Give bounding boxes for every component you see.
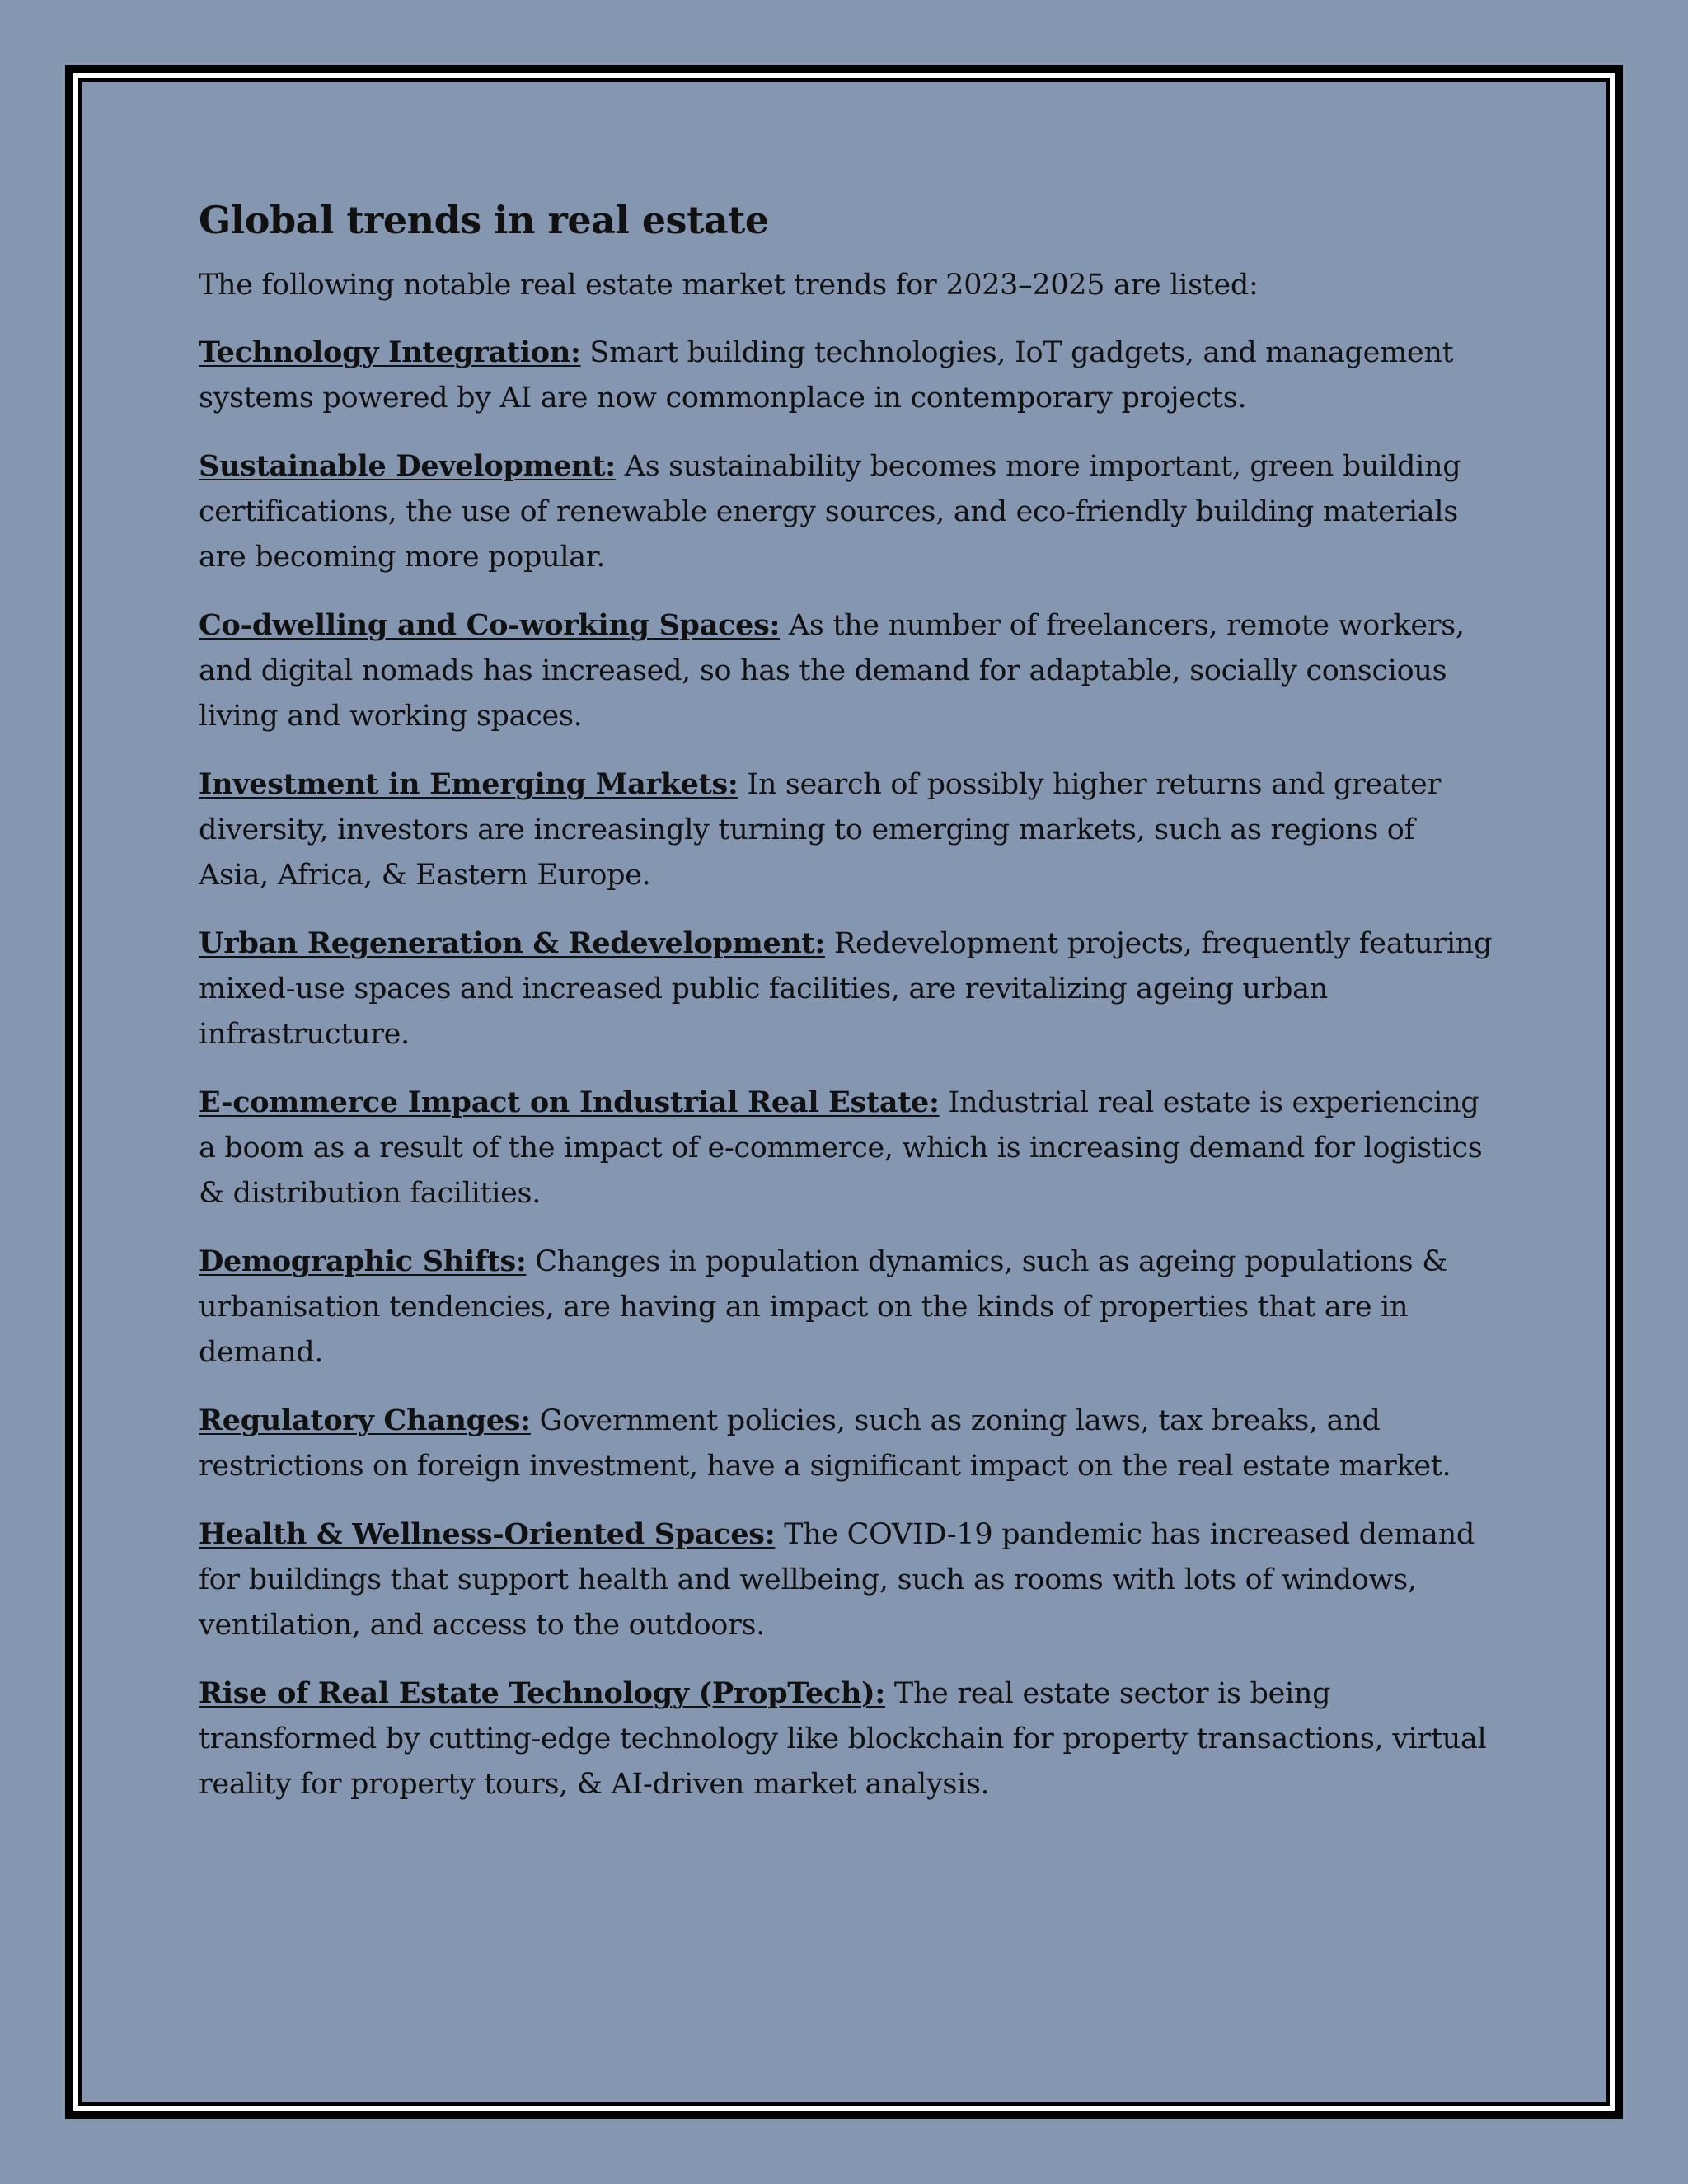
trend-heading: Urban Regeneration & Redevelopment: [199,926,826,961]
trend-text: Government policies, such as zoning laws, tax breaks, and restrictions on foreign investment, have a significant impact on the real estate market. [199,1404,1451,1483]
trend-item [199,1398,1493,1489]
trend-text: In search of possibly higher returns and greater diversity, investors are increasingly turning to emerging markets, such as regions of Asia, Africa, & Eastern Europe. [199,768,1442,893]
trend-text: As sustainability becomes more important, green building certifications, the use of renewable energy sources, and eco-friendly building materials are becoming more popular. [199,450,1461,574]
trend-item [199,1080,1493,1216]
trend-heading: E-commerce Impact on Industrial Real Estate: [199,1085,940,1120]
trend-heading: Investment in Emerging Markets: [199,767,738,802]
trend-item [199,602,1493,739]
trend-text: Redevelopment projects, frequently featuring mixed-use spaces and increased public facilities, are revitalizing ageing urban infrastructure. [199,927,1493,1052]
document-body [199,198,1493,1830]
trend-text: Industrial real estate is experiencing a boom as a result of the impact of e-commerce, which is increasing demand for logistics & distribution facilities. [199,1086,1483,1211]
trend-heading: Rise of Real Estate Technology (PropTech): [199,1676,886,1711]
trend-item [199,1511,1493,1648]
trend-heading: Regulatory Changes: [199,1404,531,1438]
document-title: Global trends in real estate [199,198,769,242]
trend-text: The COVID-19 pandemic has increased demand for buildings that support health and wellbeing, such as rooms with lots of windows, ventilation, and access to the outdoors. [199,1518,1475,1643]
trend-text: As the number of freelancers, remote workers, and digital nomads has increased, so has the demand for adaptable, socially conscious living and working spaces. [199,609,1465,733]
trend-item [199,921,1493,1057]
trend-text: The real estate sector is being transformed by cutting-edge technology like blockchain for property transactions, virtual reality for property tours, & AI-driven market analysis. [199,1677,1487,1802]
trend-item [199,1239,1493,1376]
trend-text: Changes in population dynamics, such as ageing populations & urbanisation tendencies, are having an impact on the kinds of properties that are in demand. [199,1245,1447,1370]
trend-heading: Health & Wellness-Oriented Spaces: [199,1517,776,1552]
trend-heading: Demographic Shifts: [199,1244,527,1279]
trend-item [199,762,1493,898]
trend-text: Smart building technologies, IoT gadgets, and management systems powered by AI are now commonplace in contemporary projects. [199,336,1454,415]
trend-item [199,1671,1493,1807]
trend-item [199,330,1493,421]
intro-paragraph: The following notable real estate market trends for 2023–2025 are listed: [199,269,1259,302]
trend-heading: Co-dwelling and Co-working Spaces: [199,608,781,643]
trend-heading: Sustainable Development: [199,449,616,484]
trend-heading: Technology Integration: [199,335,581,370]
trend-item [199,443,1493,580]
